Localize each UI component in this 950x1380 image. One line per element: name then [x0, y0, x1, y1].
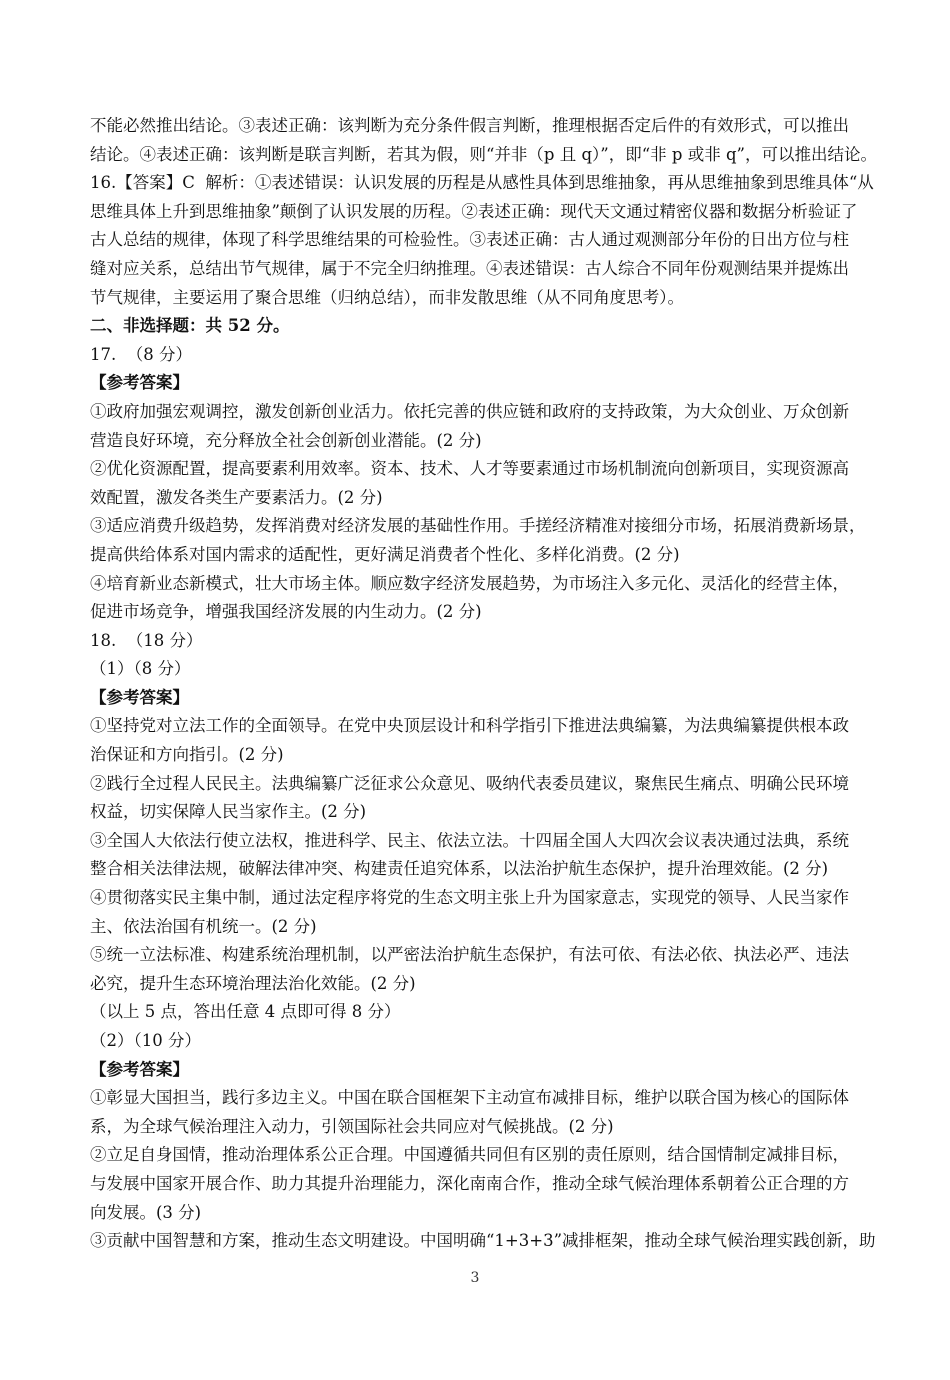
text-line: 不能必然推出结论。③表述正确：该判断为充分条件假言判断，推理根据否定后件的有效形式，可以推出	[90, 116, 849, 135]
text-line: ⑤统一立法标准、构建系统治理机制，以严密法治护航生态保护，有法可依、有法必依、执法必严、违法	[90, 945, 849, 965]
text-line: 主、依法治国有机统一。(2 分)	[90, 916, 317, 936]
text-line: ③全国人大依法行使立法权，推进科学、民主、依法立法。十四届全国人大四次会议表决通过法典，系统	[90, 830, 849, 850]
text-line: ②优化资源配置，提高要素利用效率。资本、技术、人才等要素通过市场机制流向创新项目，实现资源高	[90, 459, 849, 479]
text-line: ①彰显大国担当，践行多边主义。中国在联合国框架下主动宣布减排目标，维护以联合国为核心的国际体	[90, 1088, 849, 1108]
question-number: 18. （18 分）	[90, 630, 203, 650]
section-heading: 二、非选择题：共 52 分。	[90, 316, 290, 336]
text-line: 促进市场竞争，增强我国经济发展的内生动力。(2 分)	[90, 602, 482, 622]
text-line: 必究，提升生态环境治理法治化效能。(2 分)	[90, 973, 416, 993]
text-line: 结论。④表述正确：该判断是联言判断，若其为假，则“并非（p 且 q）”，即“非 p 或非 q”，可以推出结论。	[90, 144, 877, 164]
text-line: ③适应消费升级趋势，发挥消费对经济发展的基础性作用。手搓经济精准对接细分市场，拓展消费新场景，	[90, 516, 866, 536]
text-line: ④培育新业态新模式，壮大市场主体。顺应数字经济发展趋势，为市场注入多元化、灵活化的经营主体，	[90, 573, 849, 593]
scoring-note: （以上 5 点，答出任意 4 点即可得 8 分）	[90, 1002, 401, 1022]
answer-text-block	[90, 112, 877, 1256]
question-number: 17. （8 分）	[90, 344, 192, 364]
sub-question-number: （1）（8 分）	[90, 659, 191, 679]
text-line: 治保证和方向指引。(2 分)	[90, 745, 284, 765]
text-line: 权益，切实保障人民当家作主。(2 分)	[90, 802, 367, 822]
text-line: 与发展中国家开展合作、助力其提升治理能力，深化南南合作，推动全球气候治理体系朝着公正合理的方	[90, 1173, 849, 1193]
page-number: 3	[470, 1270, 480, 1286]
text-line: 节气规律，主要运用了聚合思维（归纳总结），而非发散思维（从不同角度思考）。	[90, 287, 684, 307]
sub-question-number: （2）（10 分）	[90, 1031, 201, 1050]
text-line: 提高供给体系对国内需求的适配性，更好满足消费者个性化、多样化消费。(2 分)	[90, 544, 680, 564]
answer-heading: 【参考答案】	[90, 687, 189, 707]
text-line: 效配置，激发各类生产要素活力。(2 分)	[90, 487, 383, 507]
text-line: ②践行全过程人民民主。法典编纂广泛征求公众意见、吸纳代表委员建议，聚焦民生痛点、明确公民环境	[90, 773, 849, 793]
text-line: ②立足自身国情，推动治理体系公正合理。中国遵循共同但有区别的责任原则，结合国情制定减排目标，	[90, 1145, 849, 1165]
text-line: ③贡献中国智慧和方案，推动生态文明建设。中国明确“1+3+3”减排框架，推动全球气候治理实践创新，助	[90, 1231, 876, 1251]
text-line: 思维具体上升到思维抽象”颠倒了认识发展的历程。②表述正确：现代天文通过精密仪器和数据分析验证了	[90, 201, 858, 221]
text-line: 系，为全球气候治理注入动力，引领国际社会共同应对气候挑战。(2 分)	[90, 1116, 614, 1136]
text-line: ①坚持党对立法工作的全面领导。在党中央顶层设计和科学指引下推进法典编纂，为法典编纂提供根本政	[90, 716, 849, 736]
text-line: ④贯彻落实民主集中制，通过法定程序将党的生态文明主张上升为国家意志，实现党的领导、人民当家作	[90, 888, 849, 908]
answer-heading: 【参考答案】	[90, 373, 189, 393]
text-line: 缝对应关系，总结出节气规律，属于不完全归纳推理。④表述错误：古人综合不同年份观测结果并提炼出	[90, 258, 849, 278]
text-line: 整合相关法律法规，破解法律冲突、构建责任追究体系，以法治护航生态保护，提升治理效能。(2 分)	[90, 859, 829, 879]
text-line: ①政府加强宏观调控，激发创新创业活力。依托完善的供应链和政府的支持政策，为大众创业、万众创新	[90, 401, 849, 421]
text-line: 营造良好环境，充分释放全社会创新创业潜能。(2 分)	[90, 430, 482, 450]
text-line: 向发展。(3 分)	[90, 1202, 202, 1222]
text-line: 16.【答案】C 解析：①表述错误：认识发展的历程是从感性具体到思维抽象，再从思维抽象到思维具体“从	[90, 173, 874, 193]
text-line: 古人总结的规律，体现了科学思维结果的可检验性。③表述正确：古人通过观测部分年份的日出方位与柱	[90, 230, 849, 250]
answer-heading: 【参考答案】	[90, 1059, 189, 1079]
